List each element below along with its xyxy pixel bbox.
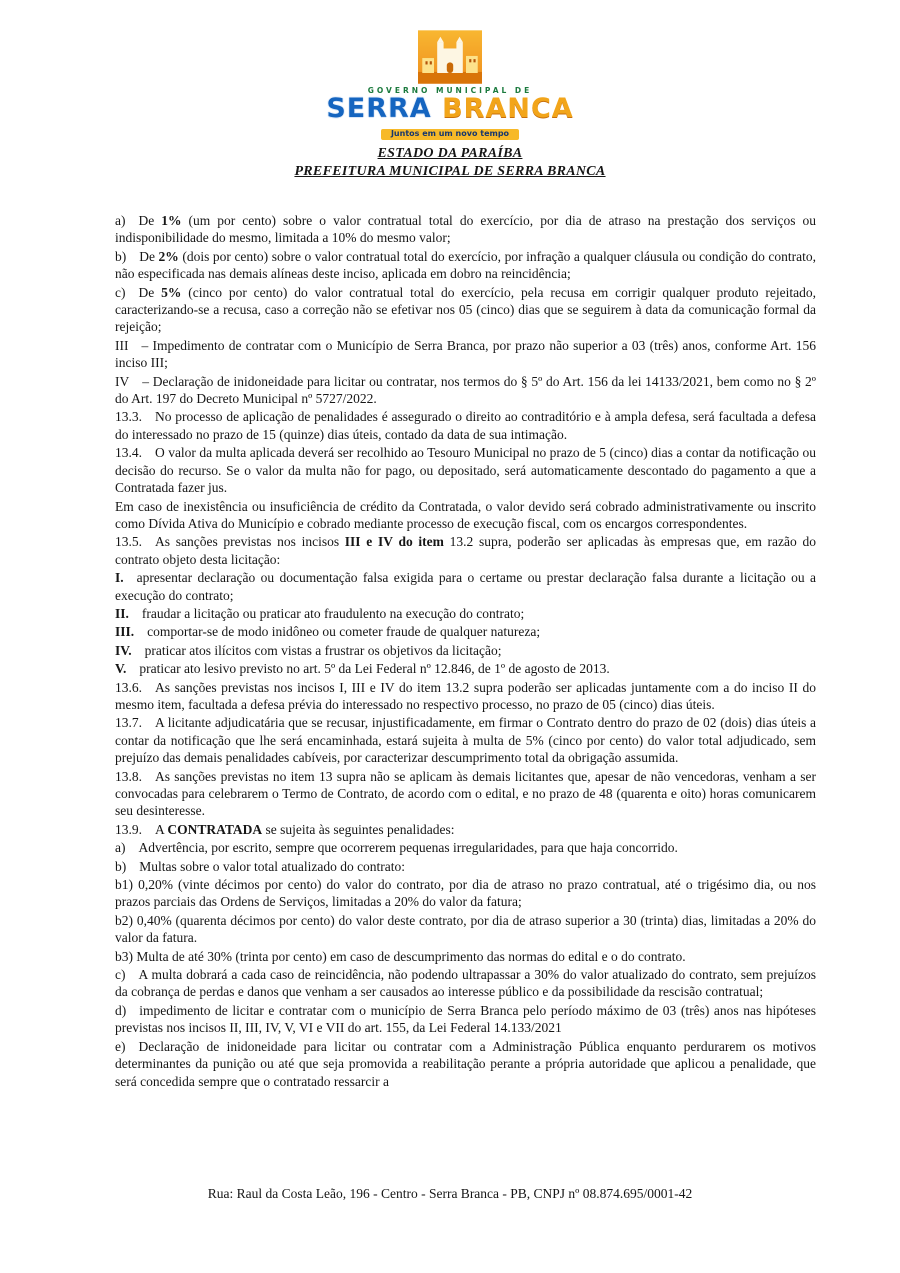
text-run: Multas sobre o valor total atualizado do contrato: — [139, 858, 406, 874]
document-header — [0, 0, 900, 180]
text-run: d) — [115, 1002, 127, 1018]
text-run: III — [115, 337, 129, 353]
text-run: III e IV do item — [344, 534, 444, 550]
text-run: b1) 0,20% (vinte décimos por cento) do valor do contrato, por dia de atraso no prazo contratual, até o trigésimo dia, ou nos prazos parciais das Ordens de Serviços, limitadas a 20% do valor da fatura; — [115, 877, 816, 910]
text-run: (um por cento) sobre o valor contratual total do exercício, por dia de atraso na prestação dos serviços ou indisponibilidade do mesmo, limitada a 10% do mesmo valor; — [115, 213, 816, 246]
text-run: – Impedimento de contratar com o Município de Serra Branca, por prazo não superior a 03 (três) anos, conforme Art. 156 inciso III; — [115, 337, 816, 371]
paragraph — [115, 284, 816, 336]
text-run: V. — [115, 661, 127, 677]
text-run: 13.8. — [115, 768, 142, 784]
paragraph — [115, 948, 816, 965]
prefecture-title: PREFEITURA MUNICIPAL DE SERRA BRANCA — [294, 163, 606, 179]
text-run: a) — [115, 213, 126, 228]
text-run: CONTRATADA — [167, 821, 263, 837]
text-run: (cinco por cento) do valor contratual total do exercício, pela recusa em corrigir qualquer produto rejeitado, caracterizando-se a recusa, caso a correção não se efetivar nos 05 (cinco) dias que se seguirem à data da comunicação formal da rejeição; — [115, 284, 816, 335]
text-run: b) — [115, 248, 127, 264]
paragraph — [115, 642, 816, 659]
paragraph — [115, 966, 816, 1001]
city-name-branca: BRANCA — [442, 93, 574, 124]
text-run: Declaração de inidoneidade para licitar ou contratar com a Administração Pública enquanto perdurarem os motivos determinantes da punição ou até que seja promovida a reabilitação perante a própria autoridade que aplicou a penalidade, que será concedida sempre que o contratado ressarcir a — [115, 1038, 816, 1089]
paragraph — [115, 858, 816, 875]
text-run: No processo de aplicação de penalidades é assegurado o direito ao contraditório e à ampla defesa, será facultada a defesa do interessado no prazo de 15 (quinze) dias úteis, contado da data de sua intimação. — [115, 409, 816, 442]
text-run: IV. — [115, 642, 132, 658]
paragraph — [115, 337, 816, 372]
text-run: 13.7. — [115, 715, 142, 731]
text-run: A multa dobrará a cada caso de reincidência, não podendo ultrapassar a 30% do valor atualizado do contrato, sem prejuízos da cobrança de perdas e danos que venham a ser causados ao interesse público e da possibilidade da rescisão contratual; — [115, 967, 816, 1000]
text-run: De — [138, 284, 162, 300]
city-name — [326, 95, 573, 123]
paragraph — [115, 660, 816, 677]
paragraph — [115, 533, 816, 568]
text-run: – Declaração de inidoneidade para licitar ou contratar, nos termos do § 5º do Art. 156 da lei 14133/2021, bem como no § 2º do Art. 197 do Decreto Municipal nº 5727/2022. — [115, 373, 816, 407]
text-run: praticar atos ilícitos com vistas a frustrar os objetivos da licitação; — [144, 642, 502, 658]
paragraph — [115, 605, 816, 622]
paragraph — [115, 1038, 816, 1090]
text-run: a) — [115, 840, 126, 856]
text-run: As sanções previstas no item 13 supra não se aplicam às demais licitantes que, apesar de não vencedoras, venham a ser convocadas para celebrarem o Termo de Contrato, de acordo com o edital, e no prazo de 48 (quarenta e oito) horas comunicarem seu desinteresse. — [115, 768, 816, 819]
paragraph — [115, 876, 816, 911]
text-run: b3) Multa de até 30% (trinta por cento) em caso de descumprimento das normas do edital e o do contrato. — [115, 948, 686, 964]
text-run: De — [138, 213, 162, 228]
text-run: I. — [115, 570, 124, 586]
text-run: IV — [115, 373, 130, 389]
text-run: 13.6. — [115, 679, 142, 695]
text-run: c) — [115, 284, 126, 300]
municipal-logo — [0, 30, 900, 141]
text-run: A — [155, 821, 168, 837]
paragraph — [115, 212, 816, 247]
paragraph — [115, 444, 816, 496]
city-name-serra: SERRA — [326, 93, 432, 124]
footer-address: Rua: Raul da Costa Leão, 196 - Centro - Serra Branca - PB, CNPJ nº 08.874.695/0001-42 — [207, 1186, 693, 1201]
text-run: e) — [115, 1038, 126, 1054]
paragraph — [115, 839, 816, 856]
text-run: apresentar declaração ou documentação falsa exigida para o certame ou prestar declaração falsa durante a licitação ou a execução do contrato; — [115, 570, 816, 603]
paragraph — [115, 912, 816, 947]
text-run: (dois por cento) sobre o valor contratual total do exercício, por infração a qualquer cláusula ou condição do contrato, não especificada nas demais alíneas deste inciso, aplicada em dobro na reincidência; — [115, 248, 816, 282]
document-body — [115, 212, 816, 1091]
text-run: III. — [115, 624, 135, 640]
text-run: b2) 0,40% (quarenta décimos por cento) do valor deste contrato, por dia de atraso superior a 30 (trinta) dias, limitadas a 20% do valor da fatura. — [115, 912, 816, 946]
text-run: 13.9. — [115, 821, 142, 837]
text-run: 13.4. — [115, 445, 142, 461]
text-run: 13.3. — [115, 409, 142, 425]
paragraph — [115, 821, 816, 838]
text-run: 13.5. — [115, 534, 142, 550]
paragraph — [115, 768, 816, 820]
text-run: II. — [115, 605, 129, 621]
text-run: As sanções previstas nos incisos — [155, 534, 345, 550]
paragraph — [115, 569, 816, 604]
city-emblem-icon — [418, 30, 482, 84]
text-run: 5% — [161, 284, 182, 300]
text-run: fraudar a licitação ou praticar ato fraudulento na execução do contrato; — [141, 605, 525, 621]
paragraph — [115, 714, 816, 766]
paragraph — [115, 623, 816, 640]
state-title: ESTADO DA PARAÍBA — [377, 145, 523, 161]
paragraph — [115, 248, 816, 283]
text-run: comportar-se de modo inidôneo ou cometer fraude de qualquer natureza; — [147, 624, 541, 640]
text-run: b) — [115, 858, 127, 874]
text-run: impedimento de licitar e contratar com o município de Serra Branca pelo período máximo de 03 (três) anos nas hipóteses previstas nos incisos II, III, IV, V, VI e VII do art. 155, da Lei Federal 14.133/2021 — [115, 1002, 816, 1036]
text-run: De — [139, 248, 159, 264]
paragraph — [115, 498, 816, 533]
text-run: 1% — [161, 213, 182, 228]
paragraph — [115, 1002, 816, 1037]
text-run: c) — [115, 967, 126, 983]
governo-municipal-text: GOVERNO MUNICIPAL DE — [367, 86, 533, 95]
paragraph — [115, 408, 816, 443]
text-run: 2% — [158, 248, 179, 264]
text-run: praticar ato lesivo previsto no art. 5º da Lei Federal nº 12.846, de 1º de agosto de 2013. — [139, 661, 610, 677]
text-run: 13.2 supra, poderão ser aplicadas às empresas que, em razão do contrato objeto desta licitação: — [115, 534, 816, 567]
paragraph — [115, 373, 816, 408]
text-run: Em caso de inexistência ou insuficiência de crédito da Contratada, o valor devido será cobrado administrativamente ou inscrito como Dívida Ativa do Município e cobrado mediante processo de execução fiscal, com os encargos correspondentes. — [115, 498, 816, 531]
text-run: Advertência, por escrito, sempre que ocorrerem pequenas irregularidades, para que haja concorrido. — [138, 840, 678, 856]
text-run: se sujeita às seguintes penalidades: — [262, 821, 455, 837]
text-run: O valor da multa aplicada deverá ser recolhido ao Tesouro Municipal no prazo de 5 (cinco) dias a contar da notificação ou decisão do recurso. Se o valor da multa não for pago, ou depositado, será automaticamente descontado do pagamento a que a Contratada fazer jus. — [115, 445, 816, 496]
slogan-banner: Juntos em um novo tempo — [381, 129, 519, 141]
paragraph — [115, 679, 816, 714]
text-run: As sanções previstas nos incisos I, III e IV do item 13.2 supra poderão ser aplicadas juntamente com a do inciso II do mesmo item, facultada a defesa prévia do interessado no respectivo processo, no prazo de 05 (cinco) dias úteis. — [115, 679, 816, 712]
text-run: A licitante adjudicatária que se recusar, injustificadamente, em firmar o Contrato dentro do prazo de 02 (dois) dias úteis a contar da notificação que lhe será encaminhada, estará sujeita à multa de 5% (cinco por cento) do valor total adjudicado, sem prejuízo das demais penalidades cabíveis, por caracterizar descumprimento total da obrigação assumida. — [115, 715, 816, 766]
